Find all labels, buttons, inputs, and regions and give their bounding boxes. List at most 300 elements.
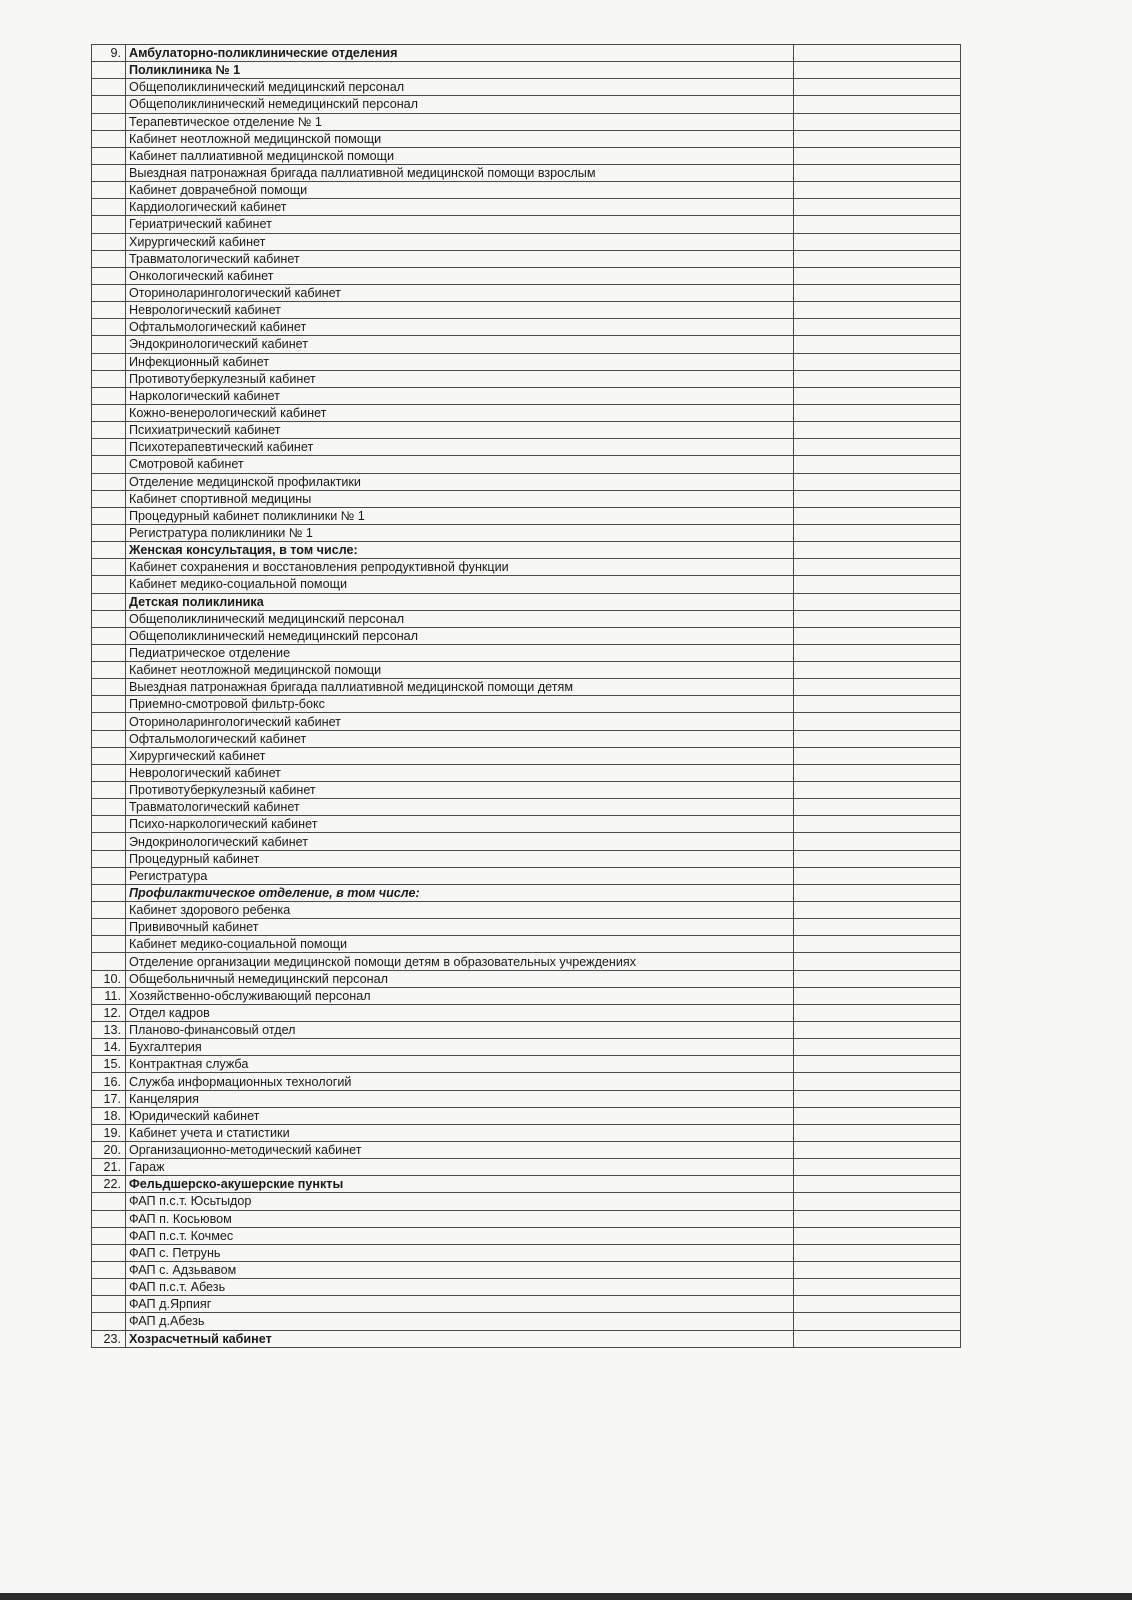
- table-row: [92, 902, 961, 919]
- row-label: Служба информационных технологий: [126, 1073, 794, 1090]
- row-label: Кабинет медико-социальной помощи: [126, 576, 794, 593]
- row-number: [92, 662, 126, 679]
- row-label: Терапевтическое отделение № 1: [126, 113, 794, 130]
- row-number: [92, 542, 126, 559]
- table-row: [92, 507, 961, 524]
- row-label: Женская консультация, в том числе:: [126, 542, 794, 559]
- row-number: [92, 370, 126, 387]
- row-value-cell: [794, 1193, 961, 1210]
- row-value-cell: [794, 1142, 961, 1159]
- row-number: [92, 850, 126, 867]
- row-label: Офтальмологический кабинет: [126, 319, 794, 336]
- row-number: [92, 559, 126, 576]
- row-value-cell: [794, 233, 961, 250]
- row-value-cell: [794, 473, 961, 490]
- table-row: [92, 610, 961, 627]
- row-label: ФАП с. Петрунь: [126, 1244, 794, 1261]
- row-value-cell: [794, 1244, 961, 1261]
- row-value-cell: [794, 696, 961, 713]
- table-row: [92, 833, 961, 850]
- row-value-cell: [794, 644, 961, 661]
- row-label: Неврологический кабинет: [126, 764, 794, 781]
- row-value-cell: [794, 250, 961, 267]
- row-number: [92, 353, 126, 370]
- row-value-cell: [794, 1073, 961, 1090]
- row-number: [92, 730, 126, 747]
- table-row: [92, 284, 961, 301]
- row-value-cell: [794, 1159, 961, 1176]
- row-value-cell: [794, 1313, 961, 1330]
- row-value-cell: [794, 1296, 961, 1313]
- row-number: [92, 439, 126, 456]
- row-value-cell: [794, 302, 961, 319]
- row-label: Фельдшерско-акушерские пункты: [126, 1176, 794, 1193]
- row-label: Общеполиклинический немедицинский персонал: [126, 96, 794, 113]
- row-value-cell: [794, 593, 961, 610]
- row-label: Кабинет спортивной медицины: [126, 490, 794, 507]
- row-number: 10.: [92, 970, 126, 987]
- row-label: Кабинет паллиативной медицинской помощи: [126, 147, 794, 164]
- row-number: [92, 593, 126, 610]
- row-value-cell: [794, 387, 961, 404]
- table-row: [92, 970, 961, 987]
- row-label: Кожно-венерологический кабинет: [126, 404, 794, 421]
- table-body: [92, 45, 961, 1348]
- row-value-cell: [794, 1107, 961, 1124]
- row-number: [92, 1261, 126, 1278]
- row-label: Кабинет доврачебной помощи: [126, 182, 794, 199]
- row-value-cell: [794, 147, 961, 164]
- table-row: [92, 353, 961, 370]
- row-value-cell: [794, 199, 961, 216]
- row-value-cell: [794, 284, 961, 301]
- table-row: [92, 593, 961, 610]
- table-row: [92, 439, 961, 456]
- table-row: [92, 867, 961, 884]
- table-row: [92, 576, 961, 593]
- row-label: Отделение медицинской профилактики: [126, 473, 794, 490]
- table-row: [92, 764, 961, 781]
- row-label: Педиатрическое отделение: [126, 644, 794, 661]
- table-row: [92, 336, 961, 353]
- row-label: ФАП п. Косьювом: [126, 1210, 794, 1227]
- row-value-cell: [794, 576, 961, 593]
- row-label: Регистратура поликлиники № 1: [126, 524, 794, 541]
- table-row: [92, 96, 961, 113]
- row-number: 17.: [92, 1090, 126, 1107]
- table-row: [92, 559, 961, 576]
- table-row: [92, 1056, 961, 1073]
- row-value-cell: [794, 1330, 961, 1347]
- table-row: [92, 199, 961, 216]
- row-value-cell: [794, 404, 961, 421]
- row-value-cell: [794, 1004, 961, 1021]
- table-row: [92, 782, 961, 799]
- row-number: 13.: [92, 1022, 126, 1039]
- table-row: [92, 1039, 961, 1056]
- row-label: Кардиологический кабинет: [126, 199, 794, 216]
- row-label: Противотуберкулезный кабинет: [126, 782, 794, 799]
- row-label: Онкологический кабинет: [126, 267, 794, 284]
- table-row: [92, 267, 961, 284]
- row-value-cell: [794, 679, 961, 696]
- row-number: [92, 302, 126, 319]
- row-value-cell: [794, 662, 961, 679]
- row-value-cell: [794, 987, 961, 1004]
- row-label: ФАП с. Адзьвавом: [126, 1261, 794, 1278]
- table-row: [92, 1296, 961, 1313]
- table-row: [92, 404, 961, 421]
- row-label: Кабинет медико-социальной помощи: [126, 936, 794, 953]
- table-row: [92, 45, 961, 62]
- row-label: Регистратура: [126, 867, 794, 884]
- table-row: [92, 850, 961, 867]
- row-number: [92, 284, 126, 301]
- row-number: [92, 147, 126, 164]
- row-number: [92, 1227, 126, 1244]
- table-row: [92, 953, 961, 970]
- row-number: 19.: [92, 1124, 126, 1141]
- table-row: [92, 884, 961, 901]
- row-label: Детская поликлиника: [126, 593, 794, 610]
- row-value-cell: [794, 884, 961, 901]
- row-number: [92, 679, 126, 696]
- row-label: Гериатрический кабинет: [126, 216, 794, 233]
- table-row: [92, 113, 961, 130]
- table-row: [92, 816, 961, 833]
- table-row: [92, 233, 961, 250]
- row-number: [92, 473, 126, 490]
- row-label: Кабинет неотложной медицинской помощи: [126, 662, 794, 679]
- row-label: Психиатрический кабинет: [126, 422, 794, 439]
- table-row: [92, 747, 961, 764]
- row-label: Наркологический кабинет: [126, 387, 794, 404]
- row-number: 21.: [92, 1159, 126, 1176]
- row-number: [92, 953, 126, 970]
- row-number: [92, 576, 126, 593]
- row-number: [92, 627, 126, 644]
- row-label: Травматологический кабинет: [126, 250, 794, 267]
- row-number: 15.: [92, 1056, 126, 1073]
- table-row: [92, 250, 961, 267]
- row-value-cell: [794, 490, 961, 507]
- table-row: [92, 1330, 961, 1347]
- row-number: [92, 62, 126, 79]
- table-row: [92, 164, 961, 181]
- row-value-cell: [794, 182, 961, 199]
- row-value-cell: [794, 867, 961, 884]
- row-number: [92, 1279, 126, 1296]
- row-number: [92, 319, 126, 336]
- row-label: Контрактная служба: [126, 1056, 794, 1073]
- row-value-cell: [794, 833, 961, 850]
- row-value-cell: [794, 559, 961, 576]
- row-number: [92, 833, 126, 850]
- row-label: Офтальмологический кабинет: [126, 730, 794, 747]
- row-number: [92, 456, 126, 473]
- table-row: [92, 1313, 961, 1330]
- table-row: [92, 1142, 961, 1159]
- row-value-cell: [794, 919, 961, 936]
- row-value-cell: [794, 730, 961, 747]
- row-value-cell: [794, 439, 961, 456]
- table-row: [92, 1176, 961, 1193]
- row-number: [92, 799, 126, 816]
- row-number: [92, 1313, 126, 1330]
- table-row: [92, 936, 961, 953]
- row-value-cell: [794, 507, 961, 524]
- table-row: [92, 713, 961, 730]
- row-number: [92, 130, 126, 147]
- table-row: [92, 1193, 961, 1210]
- table-row: [92, 1004, 961, 1021]
- row-value-cell: [794, 747, 961, 764]
- table-row: [92, 490, 961, 507]
- table-row: [92, 422, 961, 439]
- row-number: [92, 387, 126, 404]
- row-label: Хирургический кабинет: [126, 233, 794, 250]
- row-label: Общеполиклинический медицинский персонал: [126, 610, 794, 627]
- row-value-cell: [794, 970, 961, 987]
- row-value-cell: [794, 96, 961, 113]
- table-row: [92, 987, 961, 1004]
- row-number: [92, 164, 126, 181]
- row-number: 11.: [92, 987, 126, 1004]
- row-number: 23.: [92, 1330, 126, 1347]
- table-row: [92, 1261, 961, 1278]
- row-label: Травматологический кабинет: [126, 799, 794, 816]
- row-number: [92, 902, 126, 919]
- row-value-cell: [794, 456, 961, 473]
- row-label: Процедурный кабинет поликлиники № 1: [126, 507, 794, 524]
- row-label: Хозрасчетный кабинет: [126, 1330, 794, 1347]
- row-value-cell: [794, 782, 961, 799]
- row-value-cell: [794, 1124, 961, 1141]
- row-value-cell: [794, 113, 961, 130]
- row-value-cell: [794, 524, 961, 541]
- table-row: [92, 627, 961, 644]
- row-label: Психо-наркологический кабинет: [126, 816, 794, 833]
- row-number: [92, 610, 126, 627]
- row-label: Приемно-смотровой фильтр-бокс: [126, 696, 794, 713]
- table-row: [92, 542, 961, 559]
- table-row: [92, 730, 961, 747]
- row-label: Смотровой кабинет: [126, 456, 794, 473]
- row-value-cell: [794, 1176, 961, 1193]
- row-label: Профилактическое отделение, в том числе:: [126, 884, 794, 901]
- row-label: Общеполиклинический медицинский персонал: [126, 79, 794, 96]
- table-row: [92, 147, 961, 164]
- row-value-cell: [794, 1022, 961, 1039]
- row-label: Поликлиника № 1: [126, 62, 794, 79]
- row-label: Психотерапевтический кабинет: [126, 439, 794, 456]
- row-number: [92, 216, 126, 233]
- row-value-cell: [794, 1090, 961, 1107]
- row-number: [92, 404, 126, 421]
- row-value-cell: [794, 216, 961, 233]
- row-value-cell: [794, 1039, 961, 1056]
- row-label: Хирургический кабинет: [126, 747, 794, 764]
- row-number: [92, 422, 126, 439]
- table-row: [92, 216, 961, 233]
- table-row: [92, 302, 961, 319]
- row-label: Отдел кадров: [126, 1004, 794, 1021]
- row-number: [92, 867, 126, 884]
- row-label: Неврологический кабинет: [126, 302, 794, 319]
- row-label: Выездная патронажная бригада паллиативной медицинской помощи взрослым: [126, 164, 794, 181]
- row-label: Оториноларингологический кабинет: [126, 713, 794, 730]
- row-value-cell: [794, 370, 961, 387]
- row-value-cell: [794, 62, 961, 79]
- row-value-cell: [794, 79, 961, 96]
- table-row: [92, 644, 961, 661]
- table-row: [92, 1124, 961, 1141]
- row-label: Оториноларингологический кабинет: [126, 284, 794, 301]
- row-number: [92, 233, 126, 250]
- row-value-cell: [794, 45, 961, 62]
- row-number: 20.: [92, 1142, 126, 1159]
- table-row: [92, 1244, 961, 1261]
- row-label: Кабинет сохранения и восстановления репродуктивной функции: [126, 559, 794, 576]
- table-row: [92, 1090, 961, 1107]
- table-row: [92, 1159, 961, 1176]
- row-label: Юридический кабинет: [126, 1107, 794, 1124]
- row-number: [92, 936, 126, 953]
- row-label: ФАП п.с.т. Юсьтыдор: [126, 1193, 794, 1210]
- row-number: 16.: [92, 1073, 126, 1090]
- row-number: [92, 884, 126, 901]
- row-label: Амбулаторно-поликлинические отделения: [126, 45, 794, 62]
- row-label: Противотуберкулезный кабинет: [126, 370, 794, 387]
- table-row: [92, 182, 961, 199]
- row-value-cell: [794, 764, 961, 781]
- row-number: [92, 250, 126, 267]
- row-label: Эндокринологический кабинет: [126, 833, 794, 850]
- row-number: [92, 490, 126, 507]
- row-number: [92, 336, 126, 353]
- row-number: [92, 199, 126, 216]
- row-label: Канцелярия: [126, 1090, 794, 1107]
- table-row: [92, 456, 961, 473]
- table-row: [92, 1107, 961, 1124]
- table-row: [92, 370, 961, 387]
- row-label: Эндокринологический кабинет: [126, 336, 794, 353]
- row-number: [92, 713, 126, 730]
- row-label: Организационно-методический кабинет: [126, 1142, 794, 1159]
- row-number: [92, 644, 126, 661]
- row-label: Планово-финансовый отдел: [126, 1022, 794, 1039]
- row-number: [92, 507, 126, 524]
- row-value-cell: [794, 610, 961, 627]
- row-label: ФАП д.Ярпияг: [126, 1296, 794, 1313]
- row-value-cell: [794, 936, 961, 953]
- row-number: 14.: [92, 1039, 126, 1056]
- row-value-cell: [794, 542, 961, 559]
- table-row: [92, 1279, 961, 1296]
- row-number: [92, 816, 126, 833]
- table-row: [92, 130, 961, 147]
- table-row: [92, 696, 961, 713]
- row-number: [92, 267, 126, 284]
- row-number: [92, 113, 126, 130]
- table-row: [92, 62, 961, 79]
- row-value-cell: [794, 627, 961, 644]
- row-label: Отделение организации медицинской помощи детям в образовательных учреждениях: [126, 953, 794, 970]
- row-value-cell: [794, 953, 961, 970]
- departments-table: [91, 44, 961, 1348]
- row-number: [92, 1296, 126, 1313]
- table-row: [92, 662, 961, 679]
- table-row: [92, 319, 961, 336]
- table-row: [92, 1022, 961, 1039]
- row-number: [92, 764, 126, 781]
- table-row: [92, 473, 961, 490]
- row-value-cell: [794, 422, 961, 439]
- row-number: [92, 96, 126, 113]
- row-value-cell: [794, 816, 961, 833]
- row-label: Общебольничный немедицинский персонал: [126, 970, 794, 987]
- scan-bottom-edge: [0, 1593, 1132, 1600]
- row-value-cell: [794, 1279, 961, 1296]
- row-label: Инфекционный кабинет: [126, 353, 794, 370]
- row-label: Процедурный кабинет: [126, 850, 794, 867]
- row-number: [92, 696, 126, 713]
- row-label: ФАП д.Абезь: [126, 1313, 794, 1330]
- row-number: [92, 79, 126, 96]
- document-sheet: [91, 44, 961, 1348]
- row-number: [92, 1193, 126, 1210]
- row-value-cell: [794, 336, 961, 353]
- row-label: Гараж: [126, 1159, 794, 1176]
- row-value-cell: [794, 799, 961, 816]
- row-number: [92, 1244, 126, 1261]
- row-label: Бухгалтерия: [126, 1039, 794, 1056]
- row-value-cell: [794, 319, 961, 336]
- row-label: ФАП п.с.т. Абезь: [126, 1279, 794, 1296]
- row-label: Хозяйственно-обслуживающий персонал: [126, 987, 794, 1004]
- row-value-cell: [794, 713, 961, 730]
- table-row: [92, 1227, 961, 1244]
- row-label: Прививочный кабинет: [126, 919, 794, 936]
- row-number: [92, 524, 126, 541]
- row-label: ФАП п.с.т. Кочмес: [126, 1227, 794, 1244]
- row-value-cell: [794, 902, 961, 919]
- row-value-cell: [794, 1261, 961, 1278]
- table-row: [92, 79, 961, 96]
- row-number: [92, 182, 126, 199]
- row-value-cell: [794, 353, 961, 370]
- row-number: [92, 919, 126, 936]
- row-value-cell: [794, 1210, 961, 1227]
- row-number: 12.: [92, 1004, 126, 1021]
- row-number: 9.: [92, 45, 126, 62]
- row-value-cell: [794, 164, 961, 181]
- table-row: [92, 524, 961, 541]
- table-row: [92, 1210, 961, 1227]
- row-value-cell: [794, 850, 961, 867]
- row-label: Выездная патронажная бригада паллиативной медицинской помощи детям: [126, 679, 794, 696]
- row-number: [92, 747, 126, 764]
- row-label: Кабинет неотложной медицинской помощи: [126, 130, 794, 147]
- row-number: [92, 782, 126, 799]
- row-value-cell: [794, 267, 961, 284]
- row-label: Кабинет здорового ребенка: [126, 902, 794, 919]
- table-row: [92, 919, 961, 936]
- row-number: 22.: [92, 1176, 126, 1193]
- row-value-cell: [794, 130, 961, 147]
- table-row: [92, 799, 961, 816]
- table-row: [92, 1073, 961, 1090]
